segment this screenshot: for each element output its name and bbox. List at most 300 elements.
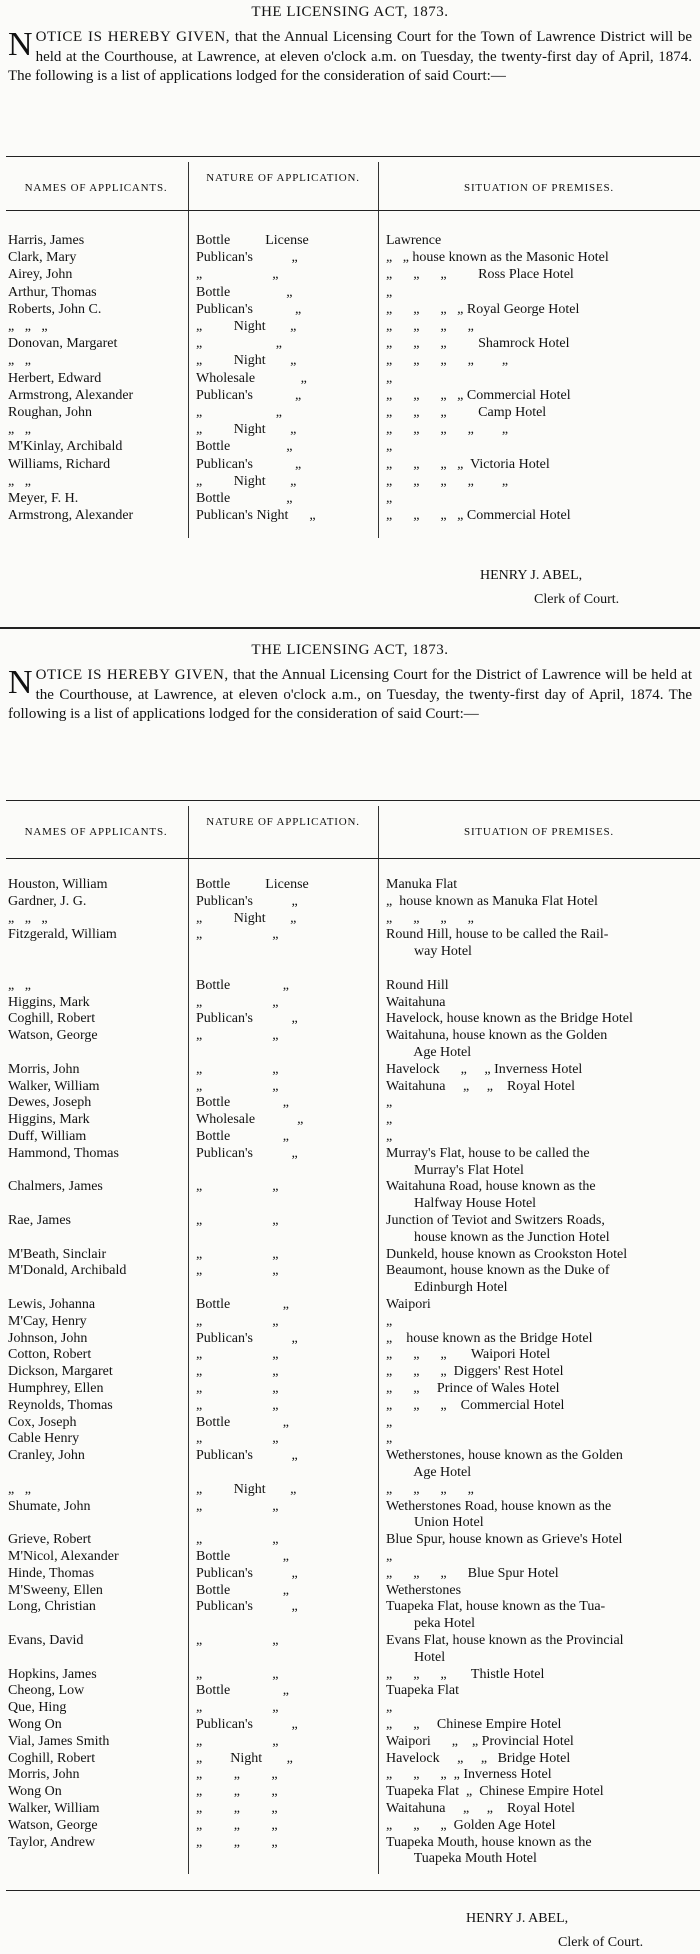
premises-situation: „ „ „ „ bbox=[386, 1481, 474, 1497]
table-row bbox=[0, 370, 700, 387]
table-row bbox=[0, 1682, 700, 1699]
table-row bbox=[0, 473, 700, 490]
application-nature: „ „ bbox=[196, 994, 279, 1010]
applicant-name: Coghill, Robert bbox=[8, 1011, 96, 1027]
applicant-name: M'Nicol, Alexander bbox=[8, 1549, 119, 1564]
application-nature: „ „ bbox=[196, 1532, 279, 1548]
applicant-name: Long, Christian bbox=[8, 1599, 96, 1615]
application-nature: „ „ bbox=[196, 1397, 279, 1413]
premises-situation: Age Hotel bbox=[386, 1465, 472, 1480]
applicant-name: Watson, George bbox=[8, 1028, 98, 1044]
table-row bbox=[0, 1447, 700, 1464]
application-nature: „ Night „ bbox=[196, 1750, 293, 1766]
premises-situation: Hotel bbox=[386, 1649, 446, 1665]
premises-situation: Halfway House Hotel bbox=[386, 1196, 537, 1212]
application-nature: Bottle „ bbox=[196, 1414, 289, 1430]
table-row bbox=[0, 232, 700, 249]
table-row bbox=[0, 1262, 700, 1279]
table-row bbox=[0, 1615, 700, 1632]
applicant-name: Lewis, Johanna bbox=[8, 1297, 96, 1312]
premises-situation: Waitahuna „ „ Royal Hotel bbox=[386, 1801, 575, 1816]
application-nature: Bottle „ bbox=[196, 491, 293, 506]
notice-2 bbox=[0, 638, 700, 725]
application-nature: Publican's „ bbox=[196, 456, 302, 472]
application-nature: „ „ bbox=[196, 1733, 279, 1749]
applicant-name: M'Cay, Henry bbox=[8, 1313, 87, 1329]
table-row bbox=[0, 1330, 700, 1347]
applicant-name: Higgins, Mark bbox=[8, 994, 90, 1010]
applicant-name: Cox, Joseph bbox=[8, 1414, 77, 1430]
applicant-name: „ „ „ bbox=[8, 910, 48, 926]
applicant-name: „ „ bbox=[8, 977, 31, 993]
applicant-name: M'Donald, Archibald bbox=[8, 1263, 127, 1279]
premises-situation: „ bbox=[386, 1112, 393, 1128]
applicant-name: „ „ bbox=[8, 473, 31, 489]
application-nature: „ „ bbox=[196, 1666, 279, 1682]
premises-situation: „ bbox=[386, 1095, 393, 1111]
application-nature: „ „ bbox=[196, 927, 279, 943]
table-row bbox=[0, 1850, 700, 1867]
applicant-name: Houston, William bbox=[8, 877, 108, 892]
premises-situation: Havelock „ „ Bridge Hotel bbox=[386, 1750, 571, 1766]
application-nature: „ „ bbox=[196, 336, 282, 352]
premises-situation: „ bbox=[386, 491, 393, 506]
application-nature: Bottle License bbox=[196, 233, 309, 248]
applicant-name: Arthur, Thomas bbox=[8, 284, 97, 300]
applicant-name: „ „ bbox=[8, 353, 31, 369]
drop-cap: N bbox=[8, 26, 33, 63]
application-nature: Bottle „ bbox=[196, 1549, 289, 1564]
applicant-name: Reynolds, Thomas bbox=[8, 1397, 113, 1413]
premises-situation: Tuapeka Mouth, house known as the bbox=[386, 1834, 592, 1850]
table-row bbox=[0, 1111, 700, 1128]
table-row bbox=[0, 910, 700, 927]
premises-situation: „ „ „ „ Victoria Hotel bbox=[386, 456, 550, 472]
signer-name: HENRY J. ABEL, bbox=[466, 1911, 569, 1926]
notice-intro bbox=[8, 666, 692, 725]
table-row bbox=[0, 1565, 700, 1582]
applicant-name: M'Sweeny, Ellen bbox=[8, 1582, 103, 1598]
premises-situation: peka Hotel bbox=[386, 1616, 476, 1632]
applicant-name: Cotton, Robert bbox=[8, 1347, 92, 1363]
premises-situation: Havelock „ „ Inverness Hotel bbox=[386, 1061, 583, 1077]
premises-situation: „ bbox=[386, 439, 393, 455]
table-row bbox=[0, 1598, 700, 1615]
premises-situation: „ „ Prince of Wales Hotel bbox=[386, 1381, 560, 1396]
applicant-name: Morris, John bbox=[8, 1061, 80, 1077]
notice-1 bbox=[0, 0, 700, 87]
application-nature: „ Night „ bbox=[196, 1481, 297, 1497]
application-nature: „ Night „ bbox=[196, 473, 297, 489]
table-row bbox=[0, 1027, 700, 1044]
applicant-name: Shumate, John bbox=[8, 1498, 91, 1514]
application-nature: „ „ bbox=[196, 1213, 279, 1228]
application-nature: „ „ bbox=[196, 267, 279, 283]
premises-situation: „ „ „ Diggers' Rest Hotel bbox=[386, 1364, 564, 1380]
application-nature: „ „ bbox=[196, 1263, 279, 1279]
application-nature: „ „ bbox=[196, 1028, 279, 1044]
header-nature: NATURE OF APPLICATION. bbox=[206, 172, 360, 184]
table-row bbox=[0, 1145, 700, 1162]
premises-situation: Round Hill bbox=[386, 977, 449, 993]
premises-situation: „ house known as the Bridge Hotel bbox=[386, 1330, 593, 1346]
applicant-name: Morris, John bbox=[8, 1767, 80, 1783]
table-row bbox=[0, 1548, 700, 1565]
premises-situation: Manuka Flat bbox=[386, 877, 458, 892]
table-row bbox=[0, 876, 700, 893]
table-top-rule bbox=[6, 156, 700, 157]
table-row bbox=[0, 1817, 700, 1834]
applicant-name: Roberts, John C. bbox=[8, 301, 102, 317]
premises-situation: „ bbox=[386, 1700, 393, 1716]
application-nature: „ „ bbox=[196, 1381, 279, 1396]
premises-situation: Dunkeld, house known as Crookston Hotel bbox=[386, 1246, 628, 1262]
application-nature: „ Night „ bbox=[196, 910, 297, 926]
table-row bbox=[0, 1414, 700, 1431]
applicant-name: Higgins, Mark bbox=[8, 1112, 90, 1128]
applicant-name: Dickson, Margaret bbox=[8, 1364, 113, 1380]
premises-situation: „ „ „ Golden Age Hotel bbox=[386, 1817, 556, 1833]
notice-intro bbox=[8, 28, 692, 87]
application-nature: Publican's „ bbox=[196, 893, 298, 909]
applicant-name: Hopkins, James bbox=[8, 1666, 97, 1682]
table-row bbox=[0, 335, 700, 352]
applicant-name: „ „ bbox=[8, 422, 31, 438]
table-row bbox=[0, 1094, 700, 1111]
applicant-name: Vial, James Smith bbox=[8, 1733, 110, 1749]
table-row bbox=[0, 1296, 700, 1313]
header-situation: SITUATION OF PREMISES. bbox=[464, 826, 614, 838]
application-nature: Publican's „ bbox=[196, 387, 302, 403]
application-nature: „ „ „ bbox=[196, 1784, 278, 1800]
signer-title: Clerk of Court. bbox=[534, 592, 620, 607]
application-nature: Bottle „ bbox=[196, 1683, 289, 1699]
applicant-name: „ „ bbox=[8, 1481, 31, 1497]
premises-situation: „ „ „ Ross Place Hotel bbox=[386, 267, 574, 283]
application-nature: „ Night „ bbox=[196, 353, 297, 369]
application-nature: „ „ bbox=[196, 1347, 279, 1363]
application-nature: „ „ „ bbox=[196, 1801, 278, 1816]
table-row bbox=[0, 1195, 700, 1212]
application-nature: Bottle „ bbox=[196, 977, 289, 993]
applicant-name: Grieve, Robert bbox=[8, 1532, 92, 1548]
premises-situation: Evans Flat, house known as the Provincial bbox=[386, 1633, 624, 1648]
table-row bbox=[0, 1464, 700, 1481]
application-nature: „ „ bbox=[196, 1431, 279, 1447]
applicant-name: Dewes, Joseph bbox=[8, 1095, 92, 1111]
table-row bbox=[0, 1128, 700, 1145]
application-nature: „ „ bbox=[196, 1078, 279, 1094]
premises-situation: Wetherstones, house known as the Golden bbox=[386, 1448, 623, 1464]
signer-name: HENRY J. ABEL, bbox=[480, 568, 583, 583]
table-row bbox=[0, 1178, 700, 1195]
table-row bbox=[0, 1279, 700, 1296]
application-nature: Bottle „ bbox=[196, 439, 293, 455]
table-row bbox=[0, 1212, 700, 1229]
premises-situation: „ bbox=[386, 1129, 393, 1144]
premises-situation: „ „ „ Thistle Hotel bbox=[386, 1666, 545, 1682]
applicant-name: M'Beath, Sinclair bbox=[8, 1246, 107, 1262]
premises-situation: „ bbox=[386, 370, 393, 386]
drop-cap: N bbox=[8, 664, 33, 701]
applicant-name: Chalmers, James bbox=[8, 1179, 103, 1195]
premises-situation: „ „ „ „ Commercial Hotel bbox=[386, 387, 571, 403]
application-nature: „ „ „ bbox=[196, 1767, 278, 1783]
premises-situation: Waitahuna Road, house known as the bbox=[386, 1179, 596, 1195]
application-nature: Publican's „ bbox=[196, 250, 298, 266]
table-row bbox=[0, 266, 700, 283]
application-nature: „ „ bbox=[196, 1061, 279, 1077]
premises-situation: Edinburgh Hotel bbox=[386, 1280, 508, 1296]
applicant-name: Cable Henry bbox=[8, 1431, 80, 1447]
table-row bbox=[0, 1380, 700, 1397]
applicant-name: „ „ „ bbox=[8, 319, 48, 334]
premises-situation: Tuapeka Flat „ Chinese Empire Hotel bbox=[386, 1784, 604, 1800]
application-nature: Bottle „ bbox=[196, 1297, 289, 1312]
table-row bbox=[0, 1346, 700, 1363]
application-nature: Publican's „ bbox=[196, 1599, 298, 1615]
applicant-name: Armstrong, Alexander bbox=[8, 508, 134, 524]
premises-situation: „ „ house known as the Masonic Hotel bbox=[386, 250, 609, 266]
application-nature: „ „ bbox=[196, 1498, 279, 1514]
application-nature: Publican's „ bbox=[196, 1717, 298, 1732]
table-row bbox=[0, 1430, 700, 1447]
applicant-name: Fitzgerald, William bbox=[8, 927, 117, 943]
applicant-name: Armstrong, Alexander bbox=[8, 387, 134, 403]
table-row bbox=[0, 1649, 700, 1666]
premises-situation: „ „ „ Camp Hotel bbox=[386, 405, 547, 420]
notice-title: THE LICENSING ACT, 1873. bbox=[251, 642, 449, 658]
table-row bbox=[0, 1531, 700, 1548]
application-nature: Bottle License bbox=[196, 877, 309, 892]
premises-situation: „ bbox=[386, 1313, 393, 1329]
notice-intro-text: that the Annual Licensing Court for the Town of Lawrence District will be held at the Courthouse, at Lawrence, at eleven o'clock a.m. on Tuesday, the twenty-first day of April, 1874. The following is a list of applications lodged for the consideration of said Court:— bbox=[8, 29, 692, 84]
table-row bbox=[0, 1061, 700, 1078]
premises-situation: „ „ „ Commercial Hotel bbox=[386, 1397, 565, 1413]
notice-intro-text: that the Annual Licensing Court for the District of Lawrence will be held at the Courthouse, at Lawrence, at eleven o'clock a.m., on Tuesday, the twenty-first day of April, 1874. The following is a list of applications lodged for the consideration of said Court:— bbox=[8, 667, 692, 722]
applicant-name: Herbert, Edward bbox=[8, 370, 102, 386]
signer-title: Clerk of Court. bbox=[558, 1935, 644, 1950]
applicant-name: Hammond, Thomas bbox=[8, 1145, 119, 1161]
premises-situation: Waitahuna bbox=[386, 994, 446, 1010]
premises-situation: house known as the Junction Hotel bbox=[386, 1229, 610, 1245]
premises-situation: Wetherstones Road, house known as the bbox=[386, 1498, 612, 1514]
header-situation: SITUATION OF PREMISES. bbox=[464, 182, 614, 194]
table-row bbox=[0, 943, 700, 960]
table-row bbox=[0, 1246, 700, 1263]
application-nature: „ „ bbox=[196, 1633, 279, 1648]
application-nature: „ „ „ bbox=[196, 1834, 278, 1850]
applicant-name: Evans, David bbox=[8, 1633, 84, 1648]
application-nature: Wholesale „ bbox=[196, 370, 307, 386]
premises-situation: Tuapeka Flat bbox=[386, 1683, 459, 1699]
table-row bbox=[0, 960, 700, 977]
table-row bbox=[0, 318, 700, 335]
premises-situation: „ „ „ „ bbox=[386, 319, 474, 334]
application-nature: Bottle „ bbox=[196, 1095, 289, 1111]
premises-situation: „ house known as Manuka Flat Hotel bbox=[386, 893, 598, 909]
table-row bbox=[0, 1783, 700, 1800]
table-row bbox=[0, 1229, 700, 1246]
premises-situation: „ „ „ „ „ bbox=[386, 473, 509, 489]
premises-situation: „ „ „ Blue Spur Hotel bbox=[386, 1565, 559, 1581]
premises-situation: „ „ Chinese Empire Hotel bbox=[386, 1717, 562, 1732]
notice-title: THE LICENSING ACT, 1873. bbox=[251, 4, 449, 20]
premises-situation: „ „ „ „ Royal George Hotel bbox=[386, 301, 580, 317]
premises-situation: Waipori bbox=[386, 1297, 431, 1312]
table-row bbox=[0, 1750, 700, 1767]
table-row bbox=[0, 1498, 700, 1515]
application-nature: „ „ „ bbox=[196, 1817, 278, 1833]
application-nature: „ „ bbox=[196, 1364, 279, 1380]
table-row bbox=[0, 1582, 700, 1599]
table-row bbox=[0, 1514, 700, 1531]
table-row bbox=[0, 994, 700, 1011]
applicant-name: Coghill, Robert bbox=[8, 1750, 96, 1766]
table-row bbox=[0, 301, 700, 318]
table-row bbox=[0, 1044, 700, 1061]
premises-situation: Waipori „ „ Provincial Hotel bbox=[386, 1733, 574, 1749]
applicant-name: Wong On bbox=[8, 1717, 62, 1732]
premises-situation: Murray's Flat, house to be called the bbox=[386, 1145, 590, 1161]
premises-situation: Tuapeka Mouth Hotel bbox=[386, 1851, 537, 1867]
application-nature: „ Night „ bbox=[196, 422, 297, 438]
applicant-name: Rae, James bbox=[8, 1213, 71, 1228]
table-row bbox=[0, 1632, 700, 1649]
application-nature: „ „ bbox=[196, 1700, 279, 1716]
application-nature: Publican's „ bbox=[196, 1330, 298, 1346]
premises-situation: „ „ „ Shamrock Hotel bbox=[386, 336, 570, 352]
premises-situation: Age Hotel bbox=[386, 1045, 472, 1060]
applicant-name: Taylor, Andrew bbox=[8, 1834, 96, 1850]
applicant-name: Johnson, John bbox=[8, 1330, 88, 1346]
application-nature: Publican's Night „ bbox=[196, 508, 316, 524]
header-names: NAMES OF APPLICANTS. bbox=[24, 182, 168, 194]
application-nature: „ „ bbox=[196, 1246, 279, 1262]
table-row bbox=[0, 1397, 700, 1414]
applicant-name: Cranley, John bbox=[8, 1448, 85, 1464]
premises-situation: Havelock, house known as the Bridge Hotel bbox=[386, 1011, 633, 1027]
applicant-name: Donovan, Margaret bbox=[8, 336, 118, 352]
table-row bbox=[0, 1010, 700, 1027]
table-row bbox=[0, 1699, 700, 1716]
table-row bbox=[0, 284, 700, 301]
section-separator bbox=[0, 627, 700, 629]
table-row bbox=[0, 456, 700, 473]
table-row bbox=[0, 893, 700, 910]
table-row bbox=[0, 1078, 700, 1095]
application-nature: Wholesale „ bbox=[196, 1112, 304, 1128]
application-nature: „ „ bbox=[196, 1179, 279, 1195]
premises-situation: „ bbox=[386, 1414, 393, 1430]
notice-hereby: OTICE IS HEREBY GIVEN, bbox=[35, 29, 231, 45]
table-row bbox=[0, 1733, 700, 1750]
table-row bbox=[0, 249, 700, 266]
premises-situation: Wetherstones bbox=[386, 1582, 462, 1598]
table-row bbox=[0, 1716, 700, 1733]
application-nature: Publican's „ bbox=[196, 1448, 298, 1464]
premises-situation: Round Hill, house to be called the Rail- bbox=[386, 927, 609, 943]
header-nature: NATURE OF APPLICATION. bbox=[206, 816, 360, 828]
premises-situation: Tuapeka Flat, house known as the Tua- bbox=[386, 1599, 606, 1615]
table-row bbox=[0, 490, 700, 507]
table-row bbox=[0, 1363, 700, 1380]
premises-situation: „ bbox=[386, 1431, 393, 1447]
header-rule bbox=[6, 210, 700, 211]
applicant-name: Humphrey, Ellen bbox=[8, 1381, 104, 1396]
applicant-name: Gardner, J. G. bbox=[8, 893, 87, 909]
premises-situation: Union Hotel bbox=[386, 1515, 484, 1531]
premises-situation: Junction of Teviot and Switzers Roads, bbox=[386, 1213, 605, 1228]
applicant-name: Clark, Mary bbox=[8, 250, 77, 266]
application-nature: „ „ bbox=[196, 1313, 279, 1329]
header-rule bbox=[6, 858, 700, 859]
table-row bbox=[0, 1800, 700, 1817]
applicant-name: Watson, George bbox=[8, 1817, 98, 1833]
applicant-name: Walker, William bbox=[8, 1801, 100, 1816]
notice-hereby: OTICE IS HEREBY GIVEN, bbox=[35, 667, 229, 683]
premises-situation: „ „ „ Waipori Hotel bbox=[386, 1347, 551, 1363]
premises-situation: „ „ „ „ bbox=[386, 910, 474, 926]
premises-situation: „ bbox=[386, 284, 393, 300]
applicant-name: Que, Hing bbox=[8, 1700, 67, 1716]
application-nature: „ „ bbox=[196, 405, 282, 420]
table-row bbox=[0, 352, 700, 369]
application-nature: Publican's „ bbox=[196, 1565, 298, 1581]
premises-situation: Blue Spur, house known as Grieve's Hotel bbox=[386, 1532, 623, 1548]
applicant-name: Airey, John bbox=[8, 267, 73, 283]
applicant-name: Meyer, F. H. bbox=[8, 491, 79, 506]
table-row bbox=[0, 977, 700, 994]
header-names: NAMES OF APPLICANTS. bbox=[24, 826, 168, 838]
premises-situation: Beaumont, house known as the Duke of bbox=[386, 1263, 610, 1279]
premises-situation: Waitahuna „ „ Royal Hotel bbox=[386, 1078, 575, 1094]
premises-situation: Waitahuna, house known as the Golden bbox=[386, 1028, 608, 1044]
application-nature: Publican's „ bbox=[196, 1145, 298, 1161]
table-row bbox=[0, 421, 700, 438]
application-nature: Bottle „ bbox=[196, 1582, 289, 1598]
table-row bbox=[0, 1834, 700, 1851]
table-row bbox=[0, 387, 700, 404]
applicant-name: M'Kinlay, Archibald bbox=[8, 439, 123, 455]
application-nature: Publican's „ bbox=[196, 301, 302, 317]
applicant-name: Walker, William bbox=[8, 1078, 100, 1094]
table-row bbox=[0, 1313, 700, 1330]
premises-situation: „ „ „ „ Commercial Hotel bbox=[386, 508, 571, 524]
table-top-rule bbox=[6, 800, 700, 801]
applicant-name: Roughan, John bbox=[8, 405, 92, 420]
application-nature: „ Night „ bbox=[196, 319, 297, 334]
table-row bbox=[0, 926, 700, 943]
applicant-name: Wong On bbox=[8, 1784, 62, 1800]
table-row bbox=[0, 1666, 700, 1683]
application-nature: Bottle „ bbox=[196, 1129, 289, 1144]
premises-situation: „ „ „ „ „ bbox=[386, 422, 509, 438]
table-row bbox=[0, 507, 700, 524]
application-nature: Publican's „ bbox=[196, 1011, 298, 1027]
table-row bbox=[0, 1481, 700, 1498]
table-bottom-rule bbox=[6, 1890, 700, 1891]
applicant-name: Cheong, Low bbox=[8, 1683, 85, 1699]
table-row bbox=[0, 438, 700, 455]
table-row bbox=[0, 404, 700, 421]
applicant-name: Duff, William bbox=[8, 1129, 87, 1144]
premises-situation: „ „ „ „ Inverness Hotel bbox=[386, 1767, 552, 1783]
table-row bbox=[0, 1766, 700, 1783]
premises-situation: „ „ „ „ „ bbox=[386, 353, 509, 369]
applicant-name: Harris, James bbox=[8, 233, 85, 248]
applicant-name: Hinde, Thomas bbox=[8, 1565, 95, 1581]
